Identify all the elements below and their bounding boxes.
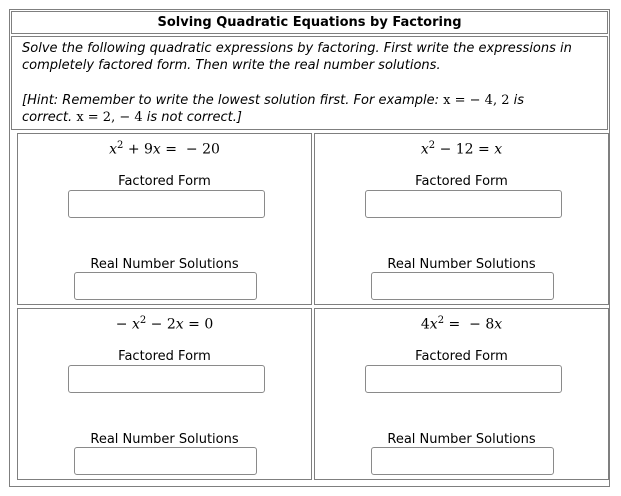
real-solutions-input[interactable] [74, 272, 257, 300]
real-solutions-input[interactable] [74, 447, 257, 475]
real-solutions-label: Real Number Solutions [387, 257, 536, 272]
real-solutions-label: Real Number Solutions [387, 432, 536, 447]
real-solutions-label: Real Number Solutions [90, 257, 239, 272]
problem-cell-2 [314, 133, 609, 305]
hint-incorrect-example: x = 2, − 4 [76, 110, 143, 125]
problem-cell-1 [17, 133, 312, 305]
real-solutions-input[interactable] [371, 447, 554, 475]
real-solutions-label: Real Number Solutions [90, 432, 239, 447]
instructions-panel [11, 36, 608, 130]
hint-line2-prefix: correct. [22, 110, 77, 125]
equation: − $x^2 - 2x = 0$ [115, 315, 214, 333]
factored-form-input[interactable] [68, 365, 265, 393]
instructions-text [22, 40, 597, 74]
factored-form-input[interactable] [365, 190, 562, 218]
factored-form-input[interactable] [365, 365, 562, 393]
instructions-line-2: completely factored form. Then write the real number solutions. [22, 58, 441, 73]
hint-prefix: [Hint: Remember to write the lowest solution first. For example: [22, 93, 444, 108]
instructions-line-1: Solve the following quadratic expressions by factoring. First write the expressions in [22, 41, 572, 56]
factored-form-label: Factored Form [118, 349, 211, 364]
problem-cell-3 [17, 308, 312, 480]
equation: $x^2 - 12 = x$ [420, 140, 503, 158]
hint-correct-example: x = − 4, 2 [443, 93, 510, 108]
factored-form-label: Factored Form [415, 174, 508, 189]
equation: $x^2 + 9x$ = − 20 [109, 140, 220, 158]
equation: $4x^2$ = − 8x [420, 315, 503, 333]
problem-cell-4 [314, 308, 609, 480]
hint-suffix: is not correct.] [142, 110, 242, 125]
factored-form-input[interactable] [68, 190, 265, 218]
factored-form-label: Factored Form [415, 349, 508, 364]
hint-mid: is [509, 93, 525, 108]
page-title: Solving Quadratic Equations by Factoring [11, 11, 608, 34]
real-solutions-input[interactable] [371, 272, 554, 300]
factored-form-label: Factored Form [118, 174, 211, 189]
hint-text [22, 92, 597, 126]
